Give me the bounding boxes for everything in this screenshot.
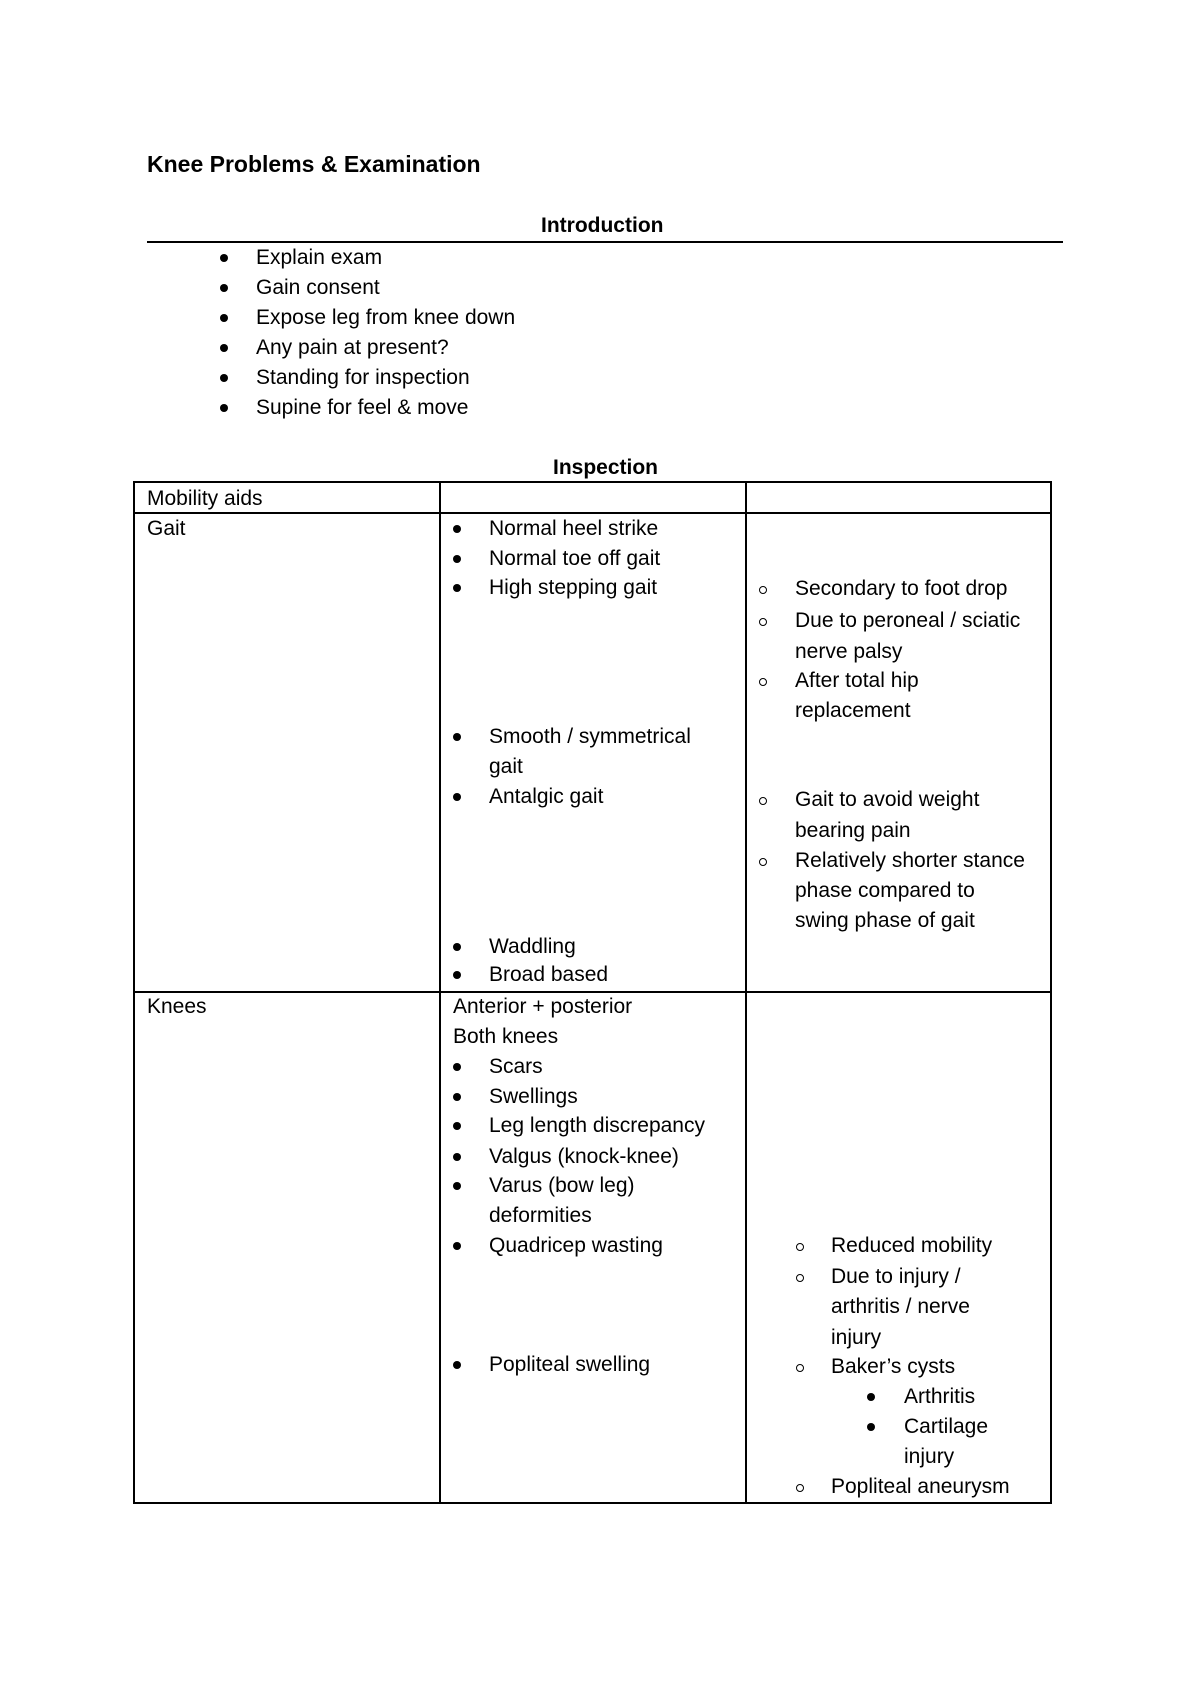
row-label-mobility-aids: Mobility aids [147,487,263,510]
circle-bullet-icon [759,678,767,686]
bullet-icon [453,1153,461,1161]
bullet-icon [220,284,228,292]
bullet-icon [867,1423,875,1431]
bullet-icon [453,1063,461,1071]
bullet-icon [453,793,461,801]
note-item: Popliteal aneurysm [831,1475,1010,1498]
note-item: Reduced mobility [831,1234,993,1257]
list-item: Popliteal swelling [489,1353,651,1376]
list-item: Swellings [489,1085,578,1108]
bullet-icon [453,1122,461,1130]
note-item: Due to peroneal / sciatic [795,609,1021,632]
list-item: High stepping gait [489,576,658,599]
list-item: Supine for feel & move [256,396,469,419]
bullet-icon [453,1361,461,1369]
circle-bullet-icon [796,1364,804,1372]
bullet-icon [453,1093,461,1101]
note-item: Baker’s cysts [831,1355,956,1378]
bullet-icon [453,1182,461,1190]
bullet-icon [453,584,461,592]
row-label-gait: Gait [147,517,186,540]
sub-note-item: Arthritis [904,1385,976,1408]
table-border [133,991,1052,993]
list-item: Valgus (knock-knee) [489,1145,679,1168]
table-border [133,481,135,1504]
circle-bullet-icon [796,1484,804,1492]
list-item: Varus (bow leg) [489,1174,635,1197]
note-item: After total hip [795,669,919,692]
bullet-icon [867,1393,875,1401]
note-item-continuation: nerve palsy [795,640,903,663]
table-border [745,481,747,1504]
list-item: Gain consent [256,276,380,299]
list-item: Leg length discrepancy [489,1114,705,1137]
circle-bullet-icon [759,618,767,626]
circle-bullet-icon [759,858,767,866]
list-item: Scars [489,1055,543,1078]
bullet-icon [453,525,461,533]
bullet-icon [453,971,461,979]
bullet-icon [453,733,461,741]
bullet-icon [220,314,228,322]
list-item: Antalgic gait [489,785,604,808]
note-item-continuation: arthritis / nerve [831,1295,970,1318]
table-border [1050,481,1052,1504]
list-item-continuation: deformities [489,1204,592,1227]
note-item-continuation: bearing pain [795,819,911,842]
sub-note-item: Cartilage [904,1415,989,1438]
list-item: Quadricep wasting [489,1234,663,1257]
table-border [133,481,1052,483]
circle-bullet-icon [759,586,767,594]
list-item: Standing for inspection [256,366,470,389]
sub-note-item-continuation: injury [904,1445,955,1468]
note-item: Gait to avoid weight [795,788,980,811]
page-title: Knee Problems & Examination [147,151,481,177]
note-item: Due to injury / [831,1265,961,1288]
note-item: Relatively shorter stance [795,849,1025,872]
list-item: Normal heel strike [489,517,659,540]
knees-intro: Anterior + posterior [453,995,633,1018]
table-border [133,512,1052,514]
row-label-knees: Knees [147,995,207,1018]
list-item: Expose leg from knee down [256,306,516,329]
list-item: Any pain at present? [256,336,449,359]
list-item-continuation: gait [489,755,523,778]
inspection-heading: Inspection [553,456,659,479]
note-item-continuation: phase compared to [795,879,975,902]
table-border [439,481,441,1504]
knees-intro: Both knees [453,1025,559,1048]
list-item: Waddling [489,935,576,958]
list-item: Smooth / symmetrical [489,725,691,748]
list-item: Broad based [489,963,609,986]
circle-bullet-icon [796,1274,804,1282]
bullet-icon [453,555,461,563]
note-item: Secondary to foot drop [795,577,1008,600]
bullet-icon [453,1242,461,1250]
introduction-heading: Introduction [541,214,664,237]
introduction-rule [147,241,1063,243]
table-border [133,1502,1052,1504]
bullet-icon [220,344,228,352]
bullet-icon [220,254,228,262]
list-item: Normal toe off gait [489,547,661,570]
circle-bullet-icon [796,1243,804,1251]
circle-bullet-icon [759,797,767,805]
note-item-continuation: replacement [795,699,911,722]
note-item-continuation: injury [831,1326,882,1349]
bullet-icon [453,943,461,951]
list-item: Explain exam [256,246,383,269]
bullet-icon [220,404,228,412]
bullet-icon [220,374,228,382]
note-item-continuation: swing phase of gait [795,909,975,932]
